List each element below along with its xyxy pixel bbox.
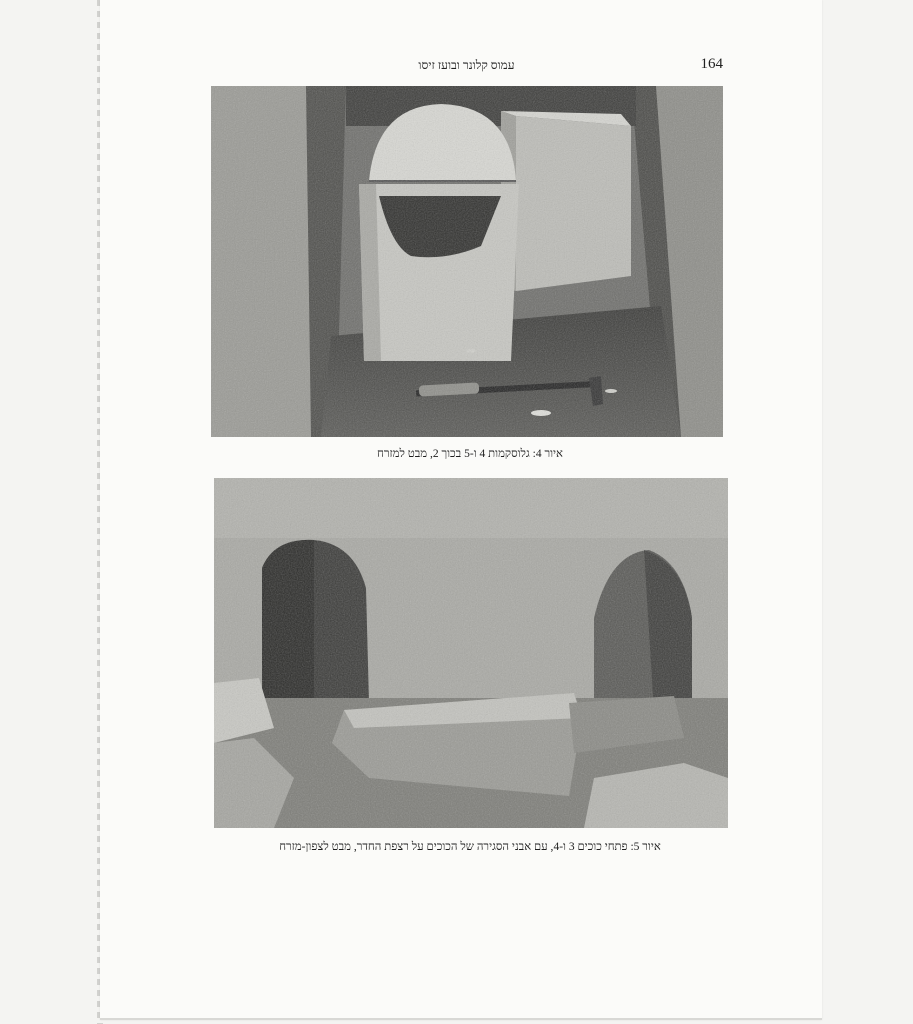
niche-openings-photo-icon bbox=[214, 478, 728, 828]
ossuaries-photo-icon bbox=[211, 86, 723, 437]
page-bottom-edge bbox=[100, 1018, 822, 1020]
figure-4-caption: איור 4: גלוסקמות 4 ו-5 בכוך 2, מבט למזרח bbox=[377, 448, 563, 460]
running-head-authors: עמוס קלונר ובועז זיסו bbox=[418, 58, 515, 72]
figure-5-caption: איור 5: פתחי כוכים 3 ו-4, עם אבני הסגירה של הכוכים על רצפת החדר, מבט לצפון-מזרח bbox=[279, 841, 661, 853]
figure-5-photo bbox=[214, 478, 728, 828]
page-number: 164 bbox=[700, 56, 723, 72]
figure-4-photo bbox=[211, 86, 723, 437]
running-head bbox=[210, 56, 723, 78]
